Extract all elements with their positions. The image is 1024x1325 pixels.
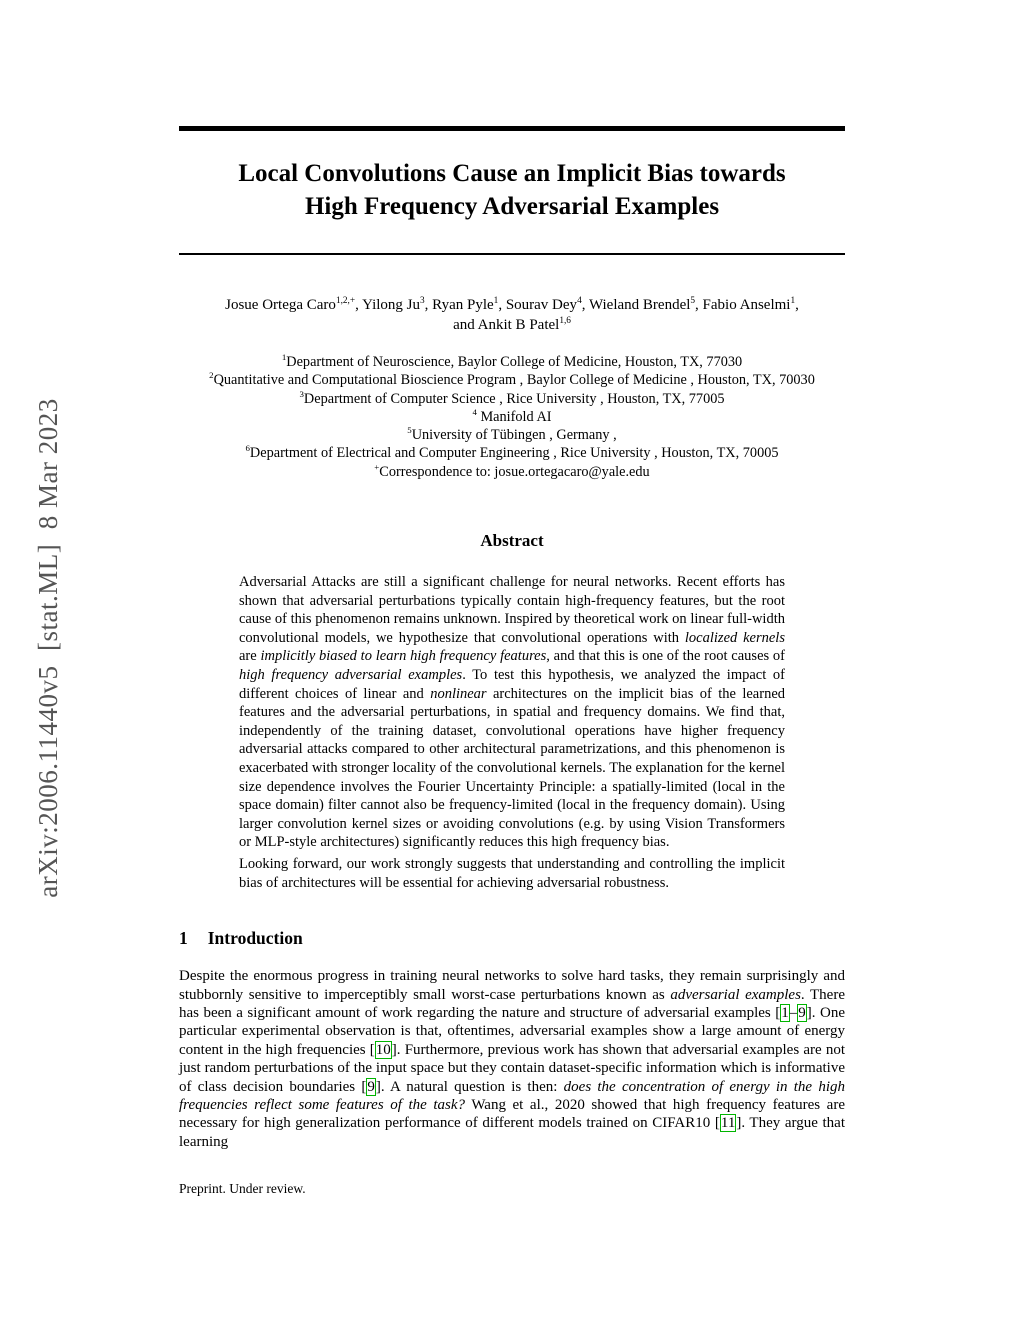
text-run: Manifold AI <box>476 408 552 425</box>
text-run: ]. They argue that learning <box>179 1115 846 1150</box>
text-run: and Ankit B Patel <box>453 317 560 333</box>
text-run: are <box>239 648 261 665</box>
text-run: high frequency adversarial examples <box>239 667 463 684</box>
text-run: Department of Computer Science , Rice University , Houston, TX, 77005 <box>303 390 725 407</box>
text-run: . To test this hypothesis, we analyzed the impact of different choices of linear and <box>239 667 785 702</box>
affiliation-block <box>179 353 845 481</box>
abstract-paragraph-2: Looking forward, our work strongly suggests that understanding and controlling the implicit bias of architectures will be essential for achieving adversarial robustness. <box>239 855 785 891</box>
introduction-body <box>179 967 845 1151</box>
preprint-footnote: Preprint. Under review. <box>179 1181 306 1197</box>
top-rule <box>179 126 845 131</box>
abstract-heading: Abstract <box>480 531 544 551</box>
section-number: 1 <box>179 928 188 949</box>
text-run: – <box>789 1004 798 1021</box>
abstract-paragraph-1 <box>239 573 785 852</box>
paper-title-line1: Local Convolutions Cause an Implicit Bias towards <box>238 160 786 187</box>
text-run: , Sourav Dey <box>498 297 578 313</box>
text-run: Despite the enormous progress in training neural networks to solve hard tasks, they remain surprisingly and stubbornly sensitive to imperceptibly small worst-case perturbations known as <box>179 968 845 1003</box>
superscript-marker: 1 <box>281 352 287 363</box>
affiliation-line <box>179 353 845 371</box>
text-run: implicitly biased to learn high frequency features <box>260 648 547 665</box>
abstract-body <box>239 573 785 892</box>
citation-link[interactable]: 10 <box>375 1041 391 1058</box>
text-run: does the concentration of energy in the high frequencies reflect some features of the task? <box>179 1078 845 1114</box>
superscript-marker: 5 <box>407 425 412 436</box>
superscript-marker: 4 <box>577 296 582 306</box>
text-run: , Yilong Ju <box>355 297 421 313</box>
superscript-marker: 1 <box>493 296 499 306</box>
text-run: . There has been a significant amount of work regarding the nature and structure of adversarial examples [ <box>179 986 845 1021</box>
author-block <box>179 295 845 335</box>
text-run: architectures on the implicit bias of the learned features and the adversarial perturbations, in spatial and frequency domains. We find that, independently of the training dataset, convolutional operations have higher frequency adversarial attacks compared to other architectural parametrizations, and this phenomenon is exacerbated with stronger locality of the convolutional kernels. The explanation for the kernel size dependence involves the Fourier Uncertainty Principle: a spatially-limited (local in the space domain) filter cannot also be frequency-limited (local in the frequency domain). Using larger convolution kernel sizes or avoiding convolutions (e.g. by using Vision Transformers or MLP-style architectures) significantly reduces this high frequency bias. <box>239 685 786 851</box>
superscript-marker: 3 <box>420 296 425 306</box>
superscript-marker: 1 <box>790 296 796 306</box>
section-title: Introduction <box>207 928 303 949</box>
affiliation-line <box>179 444 845 462</box>
text-run: localized kernels <box>684 629 785 646</box>
author-line-2 <box>179 315 845 335</box>
affiliation-line <box>179 390 845 408</box>
text-run: , Fabio Anselmi <box>695 297 791 313</box>
citation-link[interactable]: 11 <box>720 1115 736 1132</box>
text-run: nonlinear <box>430 685 487 702</box>
superscript-marker: 5 <box>690 296 696 306</box>
superscript-marker: 1,2,+ <box>335 296 356 306</box>
paper-title <box>179 157 845 223</box>
text-run: ]. Furthermore, previous work has shown that adversarial examples are not just random perturbations of the input space but they contain dataset-specific information which is informative of class decision boundaries [ <box>179 1041 845 1095</box>
section-heading-introduction <box>179 928 845 949</box>
text-run: , Wieland Brendel <box>581 297 691 313</box>
text-run: University of Tübingen , Germany , <box>411 427 617 444</box>
affiliation-line <box>179 408 845 426</box>
text-run: Correspondence to: josue.ortegacaro@yale.edu <box>379 463 650 480</box>
text-run: ]. One particular experimental observation is that, oftentimes, adversarial examples show a large amount of energy content in the high frequencies [ <box>179 1004 845 1058</box>
text-run: Adversarial Attacks are still a significant challenge for neural networks. Recent efforts has shown that adversarial perturbations typically contain high-frequency features, but the root cause of this phenomenon remains unknown. Inspired by theoretical work on linear full-width convolutional models, we hypothesize that convolutional operations with <box>239 574 785 646</box>
superscript-marker: 1,6 <box>559 316 571 326</box>
affiliation-line <box>179 463 845 481</box>
citation-link[interactable]: 1 <box>781 1004 789 1021</box>
arxiv-watermark: arXiv:2006.11440v5 [stat.ML] 8 Mar 2023 <box>33 398 63 898</box>
superscript-marker: 2 <box>209 370 214 381</box>
text-run: , and that this is one of the root causes of <box>546 648 786 665</box>
citation-link[interactable]: 9 <box>367 1078 375 1095</box>
superscript-marker: 3 <box>299 388 304 399</box>
text-run: , Ryan Pyle <box>424 297 494 313</box>
text-run: , <box>795 297 799 313</box>
text-run: Quantitative and Computational Bioscience Program , Baylor College of Medicine , Houston, TX, 70030 <box>213 372 815 389</box>
superscript-marker: + <box>374 462 380 473</box>
text-run: ]. A natural question is then: <box>375 1078 564 1095</box>
superscript-marker: 4 <box>472 407 477 418</box>
paper-body <box>179 126 845 1197</box>
paper-title-line2: High Frequency Adversarial Examples <box>304 193 720 220</box>
author-line-1 <box>179 295 845 315</box>
text-run: Department of Electrical and Computer Engineering , Rice University , Houston, TX, 70005 <box>249 445 779 462</box>
citation-link[interactable]: 9 <box>798 1004 806 1021</box>
superscript-marker: 6 <box>245 443 250 454</box>
introduction-paragraph-1 <box>179 967 845 1151</box>
affiliation-line <box>179 426 845 444</box>
text-run: Department of Neuroscience, Baylor College of Medicine, Houston, TX, 77030 <box>286 354 743 370</box>
text-run: adversarial examples <box>670 986 801 1003</box>
text-run: Josue Ortega Caro <box>225 297 336 313</box>
affiliation-line <box>179 371 845 389</box>
text-run: Wang et al., 2020 showed that high frequency features are necessary for high generalization performance of different models trained on CIFAR10 [ <box>179 1097 845 1132</box>
title-rule <box>179 253 845 255</box>
